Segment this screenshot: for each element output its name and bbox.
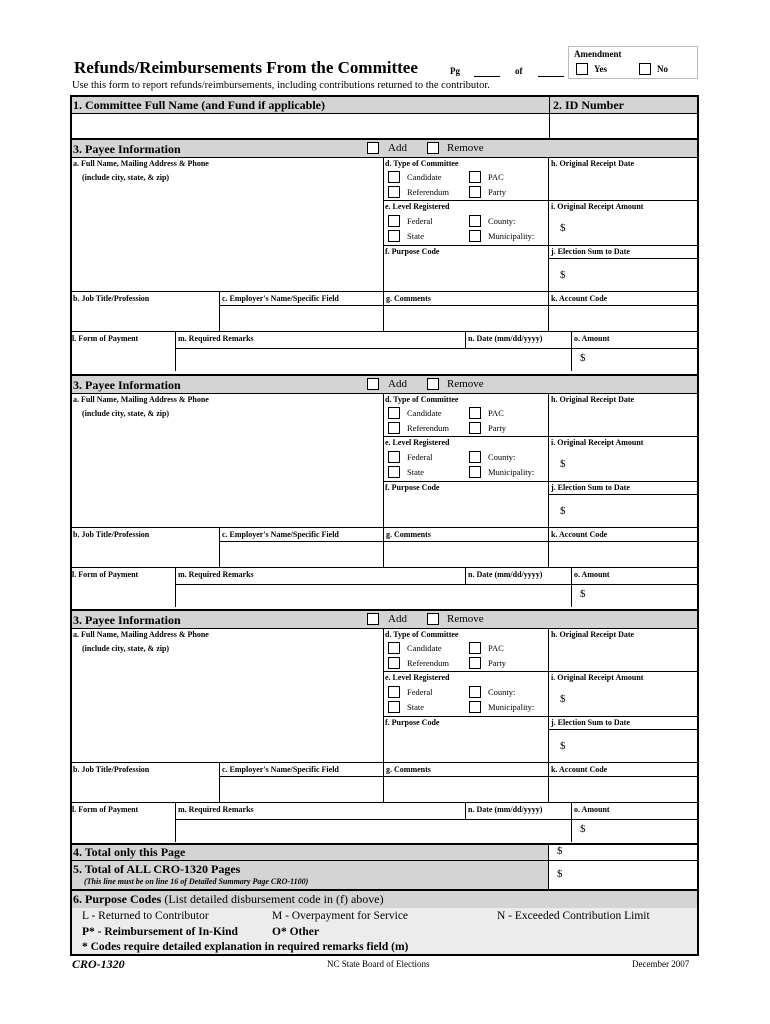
amount-field[interactable] bbox=[590, 349, 698, 371]
add-checkbox[interactable] bbox=[367, 142, 379, 154]
job-title-field[interactable] bbox=[72, 541, 218, 567]
revision-date: December 2007 bbox=[632, 959, 690, 969]
candidate-label: Candidate bbox=[407, 172, 442, 182]
election-sum-dollar: $ bbox=[560, 740, 566, 752]
page-total-value-field[interactable] bbox=[548, 843, 698, 860]
amount-label: o. Amount bbox=[574, 570, 610, 579]
county-label: County: bbox=[488, 687, 516, 697]
date-label: n. Date (mm/dd/yyyy) bbox=[468, 334, 543, 343]
remove-checkbox[interactable] bbox=[427, 142, 439, 154]
federal-label: Federal bbox=[407, 452, 433, 462]
account-code-label: k. Account Code bbox=[551, 530, 608, 539]
comments-field[interactable] bbox=[384, 306, 547, 331]
level-registered-label: e. Level Registered bbox=[385, 202, 450, 211]
receipt-amount-field[interactable] bbox=[570, 685, 698, 716]
amendment-yes-checkbox[interactable] bbox=[576, 63, 588, 75]
payee-block bbox=[0, 609, 770, 845]
candidate-label: Candidate bbox=[407, 408, 442, 418]
municipality-checkbox[interactable] bbox=[469, 701, 481, 713]
form-of-payment-field[interactable] bbox=[72, 817, 174, 842]
municipality-label: Municipality: bbox=[488, 231, 535, 241]
date-label: n. Date (mm/dd/yyyy) bbox=[468, 570, 543, 579]
form-id: CRO-1320 bbox=[72, 957, 125, 971]
form-of-payment-label: l. Form of Payment bbox=[72, 805, 139, 814]
pac-checkbox[interactable] bbox=[469, 407, 481, 419]
federal-label: Federal bbox=[407, 687, 433, 697]
job-title-label: b. Job Title/Profession bbox=[73, 530, 150, 539]
election-sum-label: j. Election Sum to Date bbox=[551, 718, 630, 727]
candidate-checkbox[interactable] bbox=[388, 407, 400, 419]
purpose-code-label: f. Purpose Code bbox=[385, 247, 440, 256]
comments-label: g. Comments bbox=[386, 765, 431, 774]
employer-field[interactable] bbox=[220, 542, 382, 567]
amendment-label: Amendment bbox=[574, 49, 622, 59]
receipt-amount-dollar: $ bbox=[560, 458, 566, 470]
payee-block bbox=[0, 138, 770, 374]
page-label: Pg bbox=[450, 66, 460, 76]
committee-type-label: d. Type of Committee bbox=[385, 630, 459, 639]
remove-checkbox[interactable] bbox=[427, 613, 439, 625]
required-remarks-field[interactable] bbox=[176, 820, 570, 842]
pac-label: PAC bbox=[488, 643, 504, 653]
job-title-field[interactable] bbox=[72, 305, 218, 331]
id-number-field[interactable] bbox=[549, 113, 698, 138]
employer-field[interactable] bbox=[220, 777, 382, 802]
county-label: County: bbox=[488, 452, 516, 462]
receipt-amount-field[interactable] bbox=[570, 214, 698, 245]
page-total-field[interactable] bbox=[538, 76, 564, 77]
level-registered-label: e. Level Registered bbox=[385, 438, 450, 447]
account-code-label: k. Account Code bbox=[551, 765, 608, 774]
county-checkbox[interactable] bbox=[469, 215, 481, 227]
amendment-no-label: No bbox=[657, 64, 668, 74]
party-checkbox[interactable] bbox=[469, 422, 481, 434]
referendum-checkbox[interactable] bbox=[388, 657, 400, 669]
page-total-label: 4. Total only this Page bbox=[73, 845, 186, 859]
instruction-text: Use this form to report refunds/reimbursements, including contributions returned to the contributor. bbox=[72, 80, 490, 91]
required-remarks-label: m. Required Remarks bbox=[178, 334, 254, 343]
amount-label: o. Amount bbox=[574, 334, 610, 343]
codes-explanation-note: * Codes require detailed explanation in required remarks field (m) bbox=[82, 941, 409, 953]
candidate-checkbox[interactable] bbox=[388, 171, 400, 183]
account-code-field[interactable] bbox=[549, 777, 698, 802]
state-checkbox[interactable] bbox=[388, 466, 400, 478]
job-title-label: b. Job Title/Profession bbox=[73, 765, 150, 774]
full-name-label: a. Full Name, Mailing Address & Phone bbox=[73, 159, 209, 168]
code-p: P* - Reimbursement of In-Kind bbox=[82, 926, 238, 938]
receipt-date-field[interactable] bbox=[549, 171, 698, 200]
payee-title: 3. Payee Information bbox=[73, 378, 181, 392]
amount-field[interactable] bbox=[590, 585, 698, 607]
add-label: Add bbox=[388, 613, 407, 625]
form-of-payment-label: l. Form of Payment bbox=[72, 334, 139, 343]
employer-label: c. Employer's Name/Specific Field bbox=[222, 530, 339, 539]
code-o: O* Other bbox=[272, 926, 319, 938]
party-label: Party bbox=[488, 187, 506, 197]
comments-label: g. Comments bbox=[386, 530, 431, 539]
state-checkbox[interactable] bbox=[388, 230, 400, 242]
full-name-address-field[interactable] bbox=[71, 185, 383, 291]
federal-checkbox[interactable] bbox=[388, 451, 400, 463]
remove-label: Remove bbox=[447, 378, 484, 390]
state-label: State bbox=[407, 231, 424, 241]
municipality-checkbox[interactable] bbox=[469, 466, 481, 478]
add-checkbox[interactable] bbox=[367, 613, 379, 625]
receipt-date-label: h. Original Receipt Date bbox=[551, 159, 635, 168]
full-name-address-field[interactable] bbox=[71, 421, 383, 527]
federal-checkbox[interactable] bbox=[388, 215, 400, 227]
referendum-label: Referendum bbox=[407, 423, 450, 433]
election-sum-field[interactable] bbox=[570, 259, 698, 291]
amendment-yes-label: Yes bbox=[594, 64, 607, 74]
form-title: Refunds/Reimbursements From the Committee bbox=[74, 58, 418, 77]
required-remarks-field[interactable] bbox=[176, 349, 570, 371]
payee-title: 3. Payee Information bbox=[73, 613, 181, 627]
purpose-codes-title bbox=[73, 892, 384, 906]
federal-checkbox[interactable] bbox=[388, 686, 400, 698]
receipt-amount-label: i. Original Receipt Amount bbox=[551, 202, 644, 211]
county-label: County: bbox=[488, 216, 516, 226]
date-label: n. Date (mm/dd/yyyy) bbox=[468, 805, 543, 814]
payee-block bbox=[0, 374, 770, 610]
pac-label: PAC bbox=[488, 408, 504, 418]
all-pages-total-note: (This line must be on line 16 of Detailed Summary Page CRO-1100) bbox=[84, 877, 309, 886]
comments-label: g. Comments bbox=[386, 294, 431, 303]
comments-field[interactable] bbox=[384, 777, 547, 802]
employer-field[interactable] bbox=[220, 306, 382, 331]
receipt-date-field[interactable] bbox=[549, 407, 698, 436]
id-number-label: 2. ID Number bbox=[553, 98, 624, 112]
county-checkbox[interactable] bbox=[469, 451, 481, 463]
amount-field[interactable] bbox=[590, 820, 698, 842]
committee-name-label: 1. Committee Full Name (and Fund if applicable) bbox=[73, 98, 325, 112]
remove-checkbox[interactable] bbox=[427, 378, 439, 390]
form-of-payment-field[interactable] bbox=[72, 582, 174, 607]
account-code-field[interactable] bbox=[549, 542, 698, 567]
remove-label: Remove bbox=[447, 142, 484, 154]
party-label: Party bbox=[488, 423, 506, 433]
pac-checkbox[interactable] bbox=[469, 171, 481, 183]
state-label: State bbox=[407, 467, 424, 477]
agency-name: NC State Board of Elections bbox=[327, 959, 430, 969]
employer-label: c. Employer's Name/Specific Field bbox=[222, 294, 339, 303]
page-number-field[interactable] bbox=[474, 76, 500, 77]
form-of-payment-field[interactable] bbox=[72, 346, 174, 371]
job-title-label: b. Job Title/Profession bbox=[73, 294, 150, 303]
required-remarks-field[interactable] bbox=[176, 585, 570, 607]
referendum-checkbox[interactable] bbox=[388, 422, 400, 434]
receipt-amount-dollar: $ bbox=[560, 693, 566, 705]
comments-field[interactable] bbox=[384, 542, 547, 567]
purpose-code-label: f. Purpose Code bbox=[385, 718, 440, 727]
full-name-label: a. Full Name, Mailing Address & Phone bbox=[73, 395, 209, 404]
full-name-address-field[interactable] bbox=[71, 656, 383, 762]
code-n: N - Exceeded Contribution Limit bbox=[497, 910, 650, 922]
committee-type-label: d. Type of Committee bbox=[385, 159, 459, 168]
purpose-codes-heading: 6. Purpose Codes bbox=[73, 892, 162, 906]
amount-label: o. Amount bbox=[574, 805, 610, 814]
full-name-label: a. Full Name, Mailing Address & Phone bbox=[73, 630, 209, 639]
receipt-amount-label: i. Original Receipt Amount bbox=[551, 438, 644, 447]
receipt-date-label: h. Original Receipt Date bbox=[551, 630, 635, 639]
required-remarks-label: m. Required Remarks bbox=[178, 805, 254, 814]
party-checkbox[interactable] bbox=[469, 186, 481, 198]
state-label: State bbox=[407, 702, 424, 712]
all-pages-total-dollar: $ bbox=[557, 868, 563, 880]
receipt-date-label: h. Original Receipt Date bbox=[551, 395, 635, 404]
all-pages-total-value-field[interactable] bbox=[548, 861, 698, 889]
receipt-date-field[interactable] bbox=[549, 642, 698, 671]
county-checkbox[interactable] bbox=[469, 686, 481, 698]
state-checkbox[interactable] bbox=[388, 701, 400, 713]
full-name-sublabel: (include city, state, & zip) bbox=[82, 173, 170, 182]
committee-type-label: d. Type of Committee bbox=[385, 395, 459, 404]
purpose-code-field[interactable] bbox=[384, 495, 548, 527]
party-label: Party bbox=[488, 658, 506, 668]
municipality-label: Municipality: bbox=[488, 702, 535, 712]
purpose-code-field[interactable] bbox=[384, 730, 548, 762]
referendum-checkbox[interactable] bbox=[388, 186, 400, 198]
form-of-payment-label: l. Form of Payment bbox=[72, 570, 139, 579]
referendum-label: Referendum bbox=[407, 658, 450, 668]
code-m: M - Overpayment for Service bbox=[272, 910, 409, 922]
amount-dollar: $ bbox=[580, 823, 586, 835]
pac-label: PAC bbox=[488, 172, 504, 182]
amendment-no-checkbox[interactable] bbox=[639, 63, 651, 75]
election-sum-field[interactable] bbox=[570, 730, 698, 762]
all-pages-total-label: 5. Total of ALL CRO-1320 Pages bbox=[73, 862, 241, 876]
candidate-checkbox[interactable] bbox=[388, 642, 400, 654]
amount-dollar: $ bbox=[580, 588, 586, 600]
add-label: Add bbox=[388, 142, 407, 154]
committee-name-field[interactable] bbox=[71, 113, 549, 138]
purpose-code-label: f. Purpose Code bbox=[385, 483, 440, 492]
purpose-code-field[interactable] bbox=[384, 259, 548, 291]
remove-label: Remove bbox=[447, 613, 484, 625]
municipality-label: Municipality: bbox=[488, 467, 535, 477]
page-total-dollar: $ bbox=[557, 845, 563, 857]
level-registered-label: e. Level Registered bbox=[385, 673, 450, 682]
payee-title: 3. Payee Information bbox=[73, 142, 181, 156]
code-l: L - Returned to Contributor bbox=[82, 910, 209, 922]
account-code-field[interactable] bbox=[549, 306, 698, 331]
election-sum-field[interactable] bbox=[570, 495, 698, 527]
purpose-codes-note: (List detailed disbursement code in (f) above) bbox=[164, 892, 384, 906]
pac-checkbox[interactable] bbox=[469, 642, 481, 654]
party-checkbox[interactable] bbox=[469, 657, 481, 669]
election-sum-label: j. Election Sum to Date bbox=[551, 483, 630, 492]
election-sum-label: j. Election Sum to Date bbox=[551, 247, 630, 256]
federal-label: Federal bbox=[407, 216, 433, 226]
required-remarks-label: m. Required Remarks bbox=[178, 570, 254, 579]
receipt-amount-field[interactable] bbox=[570, 450, 698, 481]
add-label: Add bbox=[388, 378, 407, 390]
of-label: of bbox=[515, 66, 523, 76]
municipality-checkbox[interactable] bbox=[469, 230, 481, 242]
add-checkbox[interactable] bbox=[367, 378, 379, 390]
election-sum-dollar: $ bbox=[560, 505, 566, 517]
receipt-amount-label: i. Original Receipt Amount bbox=[551, 673, 644, 682]
receipt-amount-dollar: $ bbox=[560, 222, 566, 234]
referendum-label: Referendum bbox=[407, 187, 450, 197]
employer-label: c. Employer's Name/Specific Field bbox=[222, 765, 339, 774]
full-name-sublabel: (include city, state, & zip) bbox=[82, 644, 170, 653]
job-title-field[interactable] bbox=[72, 776, 218, 802]
amount-dollar: $ bbox=[580, 352, 586, 364]
account-code-label: k. Account Code bbox=[551, 294, 608, 303]
candidate-label: Candidate bbox=[407, 643, 442, 653]
full-name-sublabel: (include city, state, & zip) bbox=[82, 409, 170, 418]
election-sum-dollar: $ bbox=[560, 269, 566, 281]
